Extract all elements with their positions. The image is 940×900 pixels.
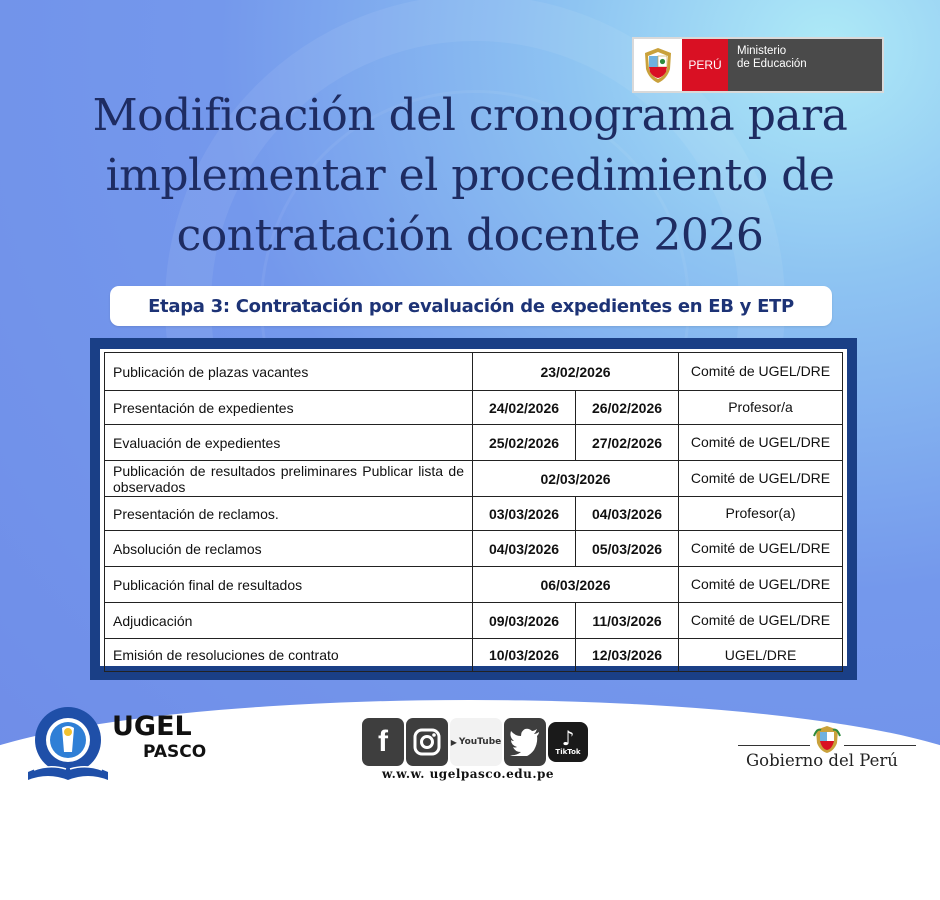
end-date-cell: 12/03/2026 — [576, 639, 679, 672]
start-date-cell: 24/02/2026 — [473, 391, 576, 425]
activity-cell: Adjudicación — [105, 603, 473, 639]
gobierno-label: Gobierno del Perú — [746, 751, 898, 770]
ugel-pasco-emblem-icon — [22, 704, 114, 784]
responsible-cell: Profesor(a) — [679, 497, 843, 531]
ministry-line-1: Ministerio — [737, 45, 787, 57]
activity-cell: Absolución de reclamos — [105, 531, 473, 567]
activity-cell: Publicación de resultados preliminares Publicar lista de observados — [105, 461, 473, 497]
divider-left — [738, 745, 810, 746]
table-row — [105, 425, 843, 461]
tiktok-icon[interactable]: ♪ TikTok — [548, 722, 588, 762]
ministry-line-2: de Educación — [737, 58, 807, 70]
peru-shield-icon — [634, 39, 682, 91]
stage-subtitle: Etapa 3: Contratación por evaluación de expedientes en EB y ETP — [110, 286, 832, 326]
end-date-cell: 05/03/2026 — [576, 531, 679, 567]
ugel-region: PASCO — [143, 742, 207, 762]
gobierno-peru-logo — [738, 724, 918, 774]
instagram-icon[interactable] — [406, 718, 448, 766]
activity-cell: Evaluación de expedientes — [105, 425, 473, 461]
youtube-label: YouTube — [458, 737, 502, 747]
responsible-cell: UGEL/DRE — [679, 639, 843, 672]
peru-brand-label: PERÚ — [682, 39, 728, 91]
ministry-label — [728, 39, 882, 91]
title-line-1: Modificación del cronograma para — [92, 90, 848, 141]
activity-cell: Publicación final de resultados — [105, 567, 473, 603]
ugel-name: UGEL — [112, 711, 192, 742]
activity-cell: Presentación de expedientes — [105, 391, 473, 425]
responsible-cell: Comité de UGEL/DRE — [679, 567, 843, 603]
date-cell: 02/03/2026 — [473, 461, 679, 497]
social-links — [362, 718, 588, 766]
page-title — [60, 86, 880, 266]
schedule-table-panel — [100, 349, 847, 666]
responsible-cell: Comité de UGEL/DRE — [679, 353, 843, 391]
divider-right — [844, 745, 916, 746]
date-cell: 06/03/2026 — [473, 567, 679, 603]
end-date-cell: 26/02/2026 — [576, 391, 679, 425]
minedu-logo — [632, 37, 884, 93]
table-row — [105, 531, 843, 567]
website-link[interactable]: w.w.w. ugelpasco.edu.pe — [382, 767, 555, 781]
table-row — [105, 391, 843, 425]
table-row — [105, 353, 843, 391]
table-row — [105, 567, 843, 603]
end-date-cell: 04/03/2026 — [576, 497, 679, 531]
twitter-icon[interactable] — [504, 718, 546, 766]
facebook-icon[interactable]: f — [362, 718, 404, 766]
schedule-table-frame — [90, 338, 857, 680]
end-date-cell: 27/02/2026 — [576, 425, 679, 461]
schedule-table — [104, 352, 843, 672]
start-date-cell: 25/02/2026 — [473, 425, 576, 461]
table-row — [105, 603, 843, 639]
start-date-cell: 03/03/2026 — [473, 497, 576, 531]
end-date-cell: 11/03/2026 — [576, 603, 679, 639]
start-date-cell: 09/03/2026 — [473, 603, 576, 639]
activity-cell: Emisión de resoluciones de contrato — [105, 639, 473, 672]
table-row — [105, 461, 843, 497]
table-row — [105, 639, 843, 672]
responsible-cell: Comité de UGEL/DRE — [679, 603, 843, 639]
tiktok-label: TikTok — [555, 747, 581, 756]
responsible-cell: Comité de UGEL/DRE — [679, 531, 843, 567]
activity-cell: Publicación de plazas vacantes — [105, 353, 473, 391]
start-date-cell: 04/03/2026 — [473, 531, 576, 567]
date-cell: 23/02/2026 — [473, 353, 679, 391]
title-line-2: implementar el procedimiento de — [105, 150, 835, 201]
responsible-cell: Comité de UGEL/DRE — [679, 461, 843, 497]
responsible-cell: Profesor/a — [679, 391, 843, 425]
youtube-icon[interactable]: ▶ YouTube — [450, 718, 502, 766]
title-line-3: contratación docente 2026 — [176, 210, 764, 261]
start-date-cell: 10/03/2026 — [473, 639, 576, 672]
activity-cell: Presentación de reclamos. — [105, 497, 473, 531]
table-row — [105, 497, 843, 531]
responsible-cell: Comité de UGEL/DRE — [679, 425, 843, 461]
